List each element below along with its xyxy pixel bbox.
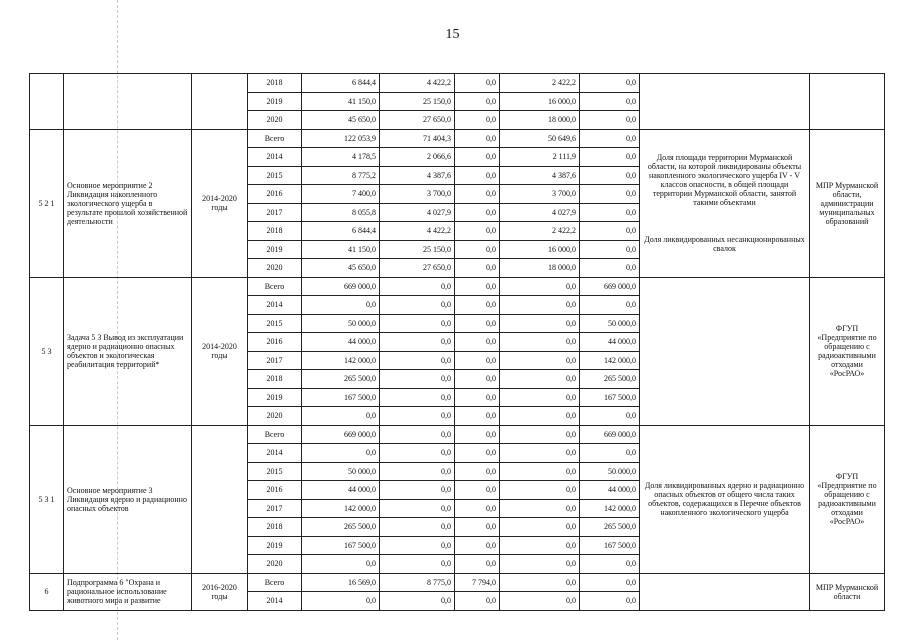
item-period [192, 425, 248, 573]
amount-cell: 0,0 [380, 444, 455, 463]
year-cell: Всего [248, 277, 302, 296]
amount-cell: 18 000,0 [500, 111, 580, 130]
amount-cell: 0,0 [500, 351, 580, 370]
amount-cell: 0,0 [455, 277, 500, 296]
amount-cell: 0,0 [380, 462, 455, 481]
indicator-text: Доля ликвидированных несанкционированных свалок [644, 235, 805, 253]
amount-cell: 167 500,0 [302, 536, 380, 555]
item-name: Задача 5 3 Вывод из эксплуатации ядерно и радиационно опасных объектов и экологическая реабилитация территорий* [64, 277, 192, 425]
amount-cell: 0,0 [500, 425, 580, 444]
amount-cell: 0,0 [302, 296, 380, 315]
amount-cell: 0,0 [580, 259, 640, 278]
amount-cell: 265 500,0 [302, 518, 380, 537]
amount-cell: 0,0 [302, 444, 380, 463]
year-cell: 2019 [248, 92, 302, 111]
amount-cell: 2 066,6 [380, 148, 455, 167]
amount-cell: 0,0 [580, 111, 640, 130]
amount-cell: 0,0 [455, 203, 500, 222]
executor-cell: ФГУП «Предприятие по обращению с радиоактивными отходами «РосРАО» [810, 277, 885, 425]
year-cell: 2014 [248, 592, 302, 611]
year-cell: 2014 [248, 296, 302, 315]
amount-cell: 27 650,0 [380, 111, 455, 130]
item-number: 5 3 1 [30, 425, 64, 573]
amount-cell: 18 000,0 [500, 259, 580, 278]
item-name: Основное мероприятие 3 Ликвидация ядерно и радиационно опасных объектов [64, 425, 192, 573]
amount-cell: 7 794,0 [455, 573, 500, 592]
amount-cell: 0,0 [380, 370, 455, 389]
year-cell: 2020 [248, 111, 302, 130]
amount-cell: 0,0 [500, 462, 580, 481]
year-cell: 2018 [248, 74, 302, 93]
amount-cell: 41 150,0 [302, 92, 380, 111]
amount-cell: 16 000,0 [500, 240, 580, 259]
amount-cell: 0,0 [380, 481, 455, 500]
amount-cell: 0,0 [455, 499, 500, 518]
item-period: 2016-2020 годы [192, 573, 248, 610]
amount-cell: 25 150,0 [380, 92, 455, 111]
amount-cell: 265 500,0 [580, 370, 640, 389]
table-row [30, 277, 885, 296]
amount-cell: 0,0 [500, 407, 580, 426]
year-cell: Всего [248, 129, 302, 148]
amount-cell: 27 650,0 [380, 259, 455, 278]
amount-cell: 0,0 [380, 536, 455, 555]
amount-cell: 4 027,9 [380, 203, 455, 222]
year-cell: 2016 [248, 333, 302, 352]
amount-cell: 0,0 [500, 481, 580, 500]
year-cell: Всего [248, 573, 302, 592]
amount-cell: 50 000,0 [580, 314, 640, 333]
year-cell: 2018 [248, 222, 302, 241]
amount-cell: 142 000,0 [302, 499, 380, 518]
amount-cell: 0,0 [380, 333, 455, 352]
table-row [30, 573, 885, 592]
amount-cell: 4 027,9 [500, 203, 580, 222]
amount-cell: 50 000,0 [302, 314, 380, 333]
year-cell: 2014 [248, 148, 302, 167]
amount-cell: 71 404,3 [380, 129, 455, 148]
amount-cell: 0,0 [380, 351, 455, 370]
indicator-cell [640, 129, 810, 277]
item-number: 5 3 [30, 277, 64, 425]
amount-cell: 669 000,0 [302, 425, 380, 444]
amount-cell: 16 000,0 [500, 92, 580, 111]
amount-cell: 0,0 [302, 592, 380, 611]
amount-cell: 0,0 [380, 518, 455, 537]
amount-cell: 0,0 [380, 499, 455, 518]
amount-cell: 0,0 [500, 444, 580, 463]
amount-cell: 25 150,0 [380, 240, 455, 259]
year-cell: 2020 [248, 259, 302, 278]
amount-cell: 0,0 [580, 203, 640, 222]
amount-cell: 0,0 [380, 296, 455, 315]
amount-cell: 16 569,0 [302, 573, 380, 592]
year-cell: 2019 [248, 240, 302, 259]
amount-cell: 0,0 [500, 536, 580, 555]
amount-cell: 669 000,0 [580, 425, 640, 444]
amount-cell: 0,0 [500, 592, 580, 611]
amount-cell: 0,0 [455, 407, 500, 426]
executor-cell: ФГУП «Предприятие по обращению с радиоактивными отходами «РосРАО» [810, 425, 885, 573]
amount-cell: 0,0 [455, 425, 500, 444]
amount-cell: 122 053,9 [302, 129, 380, 148]
year-cell: 2017 [248, 499, 302, 518]
amount-cell: 0,0 [500, 277, 580, 296]
page-number: 15 [445, 27, 460, 42]
item-name: Подпрограмма 6 "Охрана и рациональное использование животного мира и развитие [64, 573, 192, 610]
amount-cell: 0,0 [455, 351, 500, 370]
item-number: 5 2 1 [30, 129, 64, 277]
amount-cell: 4 387,6 [380, 166, 455, 185]
amount-cell: 0,0 [302, 407, 380, 426]
amount-cell: 0,0 [500, 370, 580, 389]
amount-cell: 0,0 [580, 185, 640, 204]
amount-cell: 41 150,0 [302, 240, 380, 259]
amount-cell: 0,0 [380, 592, 455, 611]
amount-cell: 44 000,0 [580, 481, 640, 500]
item-period: 2014-2020 годы [192, 277, 248, 425]
amount-cell: 44 000,0 [302, 481, 380, 500]
year-cell: 2016 [248, 481, 302, 500]
amount-cell: 0,0 [500, 518, 580, 537]
indicator-cell [640, 277, 810, 425]
item-number: 6 [30, 573, 64, 610]
amount-cell: 167 500,0 [302, 388, 380, 407]
amount-cell: 0,0 [455, 74, 500, 93]
year-cell: 2019 [248, 388, 302, 407]
amount-cell: 0,0 [500, 314, 580, 333]
year-cell: 2015 [248, 314, 302, 333]
year-cell: 2018 [248, 370, 302, 389]
amount-cell: 0,0 [455, 536, 500, 555]
amount-cell: 0,0 [455, 462, 500, 481]
amount-cell: 0,0 [580, 148, 640, 167]
amount-cell: 0,0 [580, 222, 640, 241]
executor-cell: МПР Мурманской области, администрации муниципальных образований [810, 129, 885, 277]
amount-cell: 0,0 [380, 388, 455, 407]
amount-cell: 0,0 [455, 518, 500, 537]
amount-cell: 44 000,0 [580, 333, 640, 352]
amount-cell: 0,0 [380, 425, 455, 444]
amount-cell: 0,0 [455, 92, 500, 111]
year-cell: 2016 [248, 185, 302, 204]
year-cell: 2020 [248, 407, 302, 426]
amount-cell: 0,0 [500, 333, 580, 352]
amount-cell: 6 844,4 [302, 222, 380, 241]
table-row [30, 425, 885, 444]
year-cell: 2020 [248, 555, 302, 574]
amount-cell: 0,0 [380, 555, 455, 574]
amount-cell: 142 000,0 [302, 351, 380, 370]
amount-cell: 44 000,0 [302, 333, 380, 352]
table-row [30, 74, 885, 93]
year-cell: 2019 [248, 536, 302, 555]
amount-cell: 50 649,6 [500, 129, 580, 148]
year-cell: 2015 [248, 166, 302, 185]
amount-cell: 0,0 [580, 555, 640, 574]
amount-cell: 8 055,8 [302, 203, 380, 222]
table-body [30, 74, 885, 611]
amount-cell: 0,0 [500, 388, 580, 407]
amount-cell: 0,0 [455, 555, 500, 574]
amount-cell: 167 500,0 [580, 536, 640, 555]
amount-cell: 0,0 [500, 499, 580, 518]
amount-cell: 0,0 [455, 129, 500, 148]
amount-cell: 0,0 [580, 444, 640, 463]
amount-cell: 0,0 [455, 592, 500, 611]
amount-cell: 669 000,0 [302, 277, 380, 296]
amount-cell: 167 500,0 [580, 388, 640, 407]
amount-cell: 0,0 [500, 573, 580, 592]
amount-cell: 45 650,0 [302, 111, 380, 130]
indicator-cell [640, 74, 810, 130]
item-name: Основное мероприятие 2 Ликвидация накопленного экологического ущерба в результате прошлой хозяйственной деятельности [64, 129, 192, 277]
amount-cell: 50 000,0 [302, 462, 380, 481]
amount-cell: 0,0 [455, 222, 500, 241]
year-cell: 2017 [248, 351, 302, 370]
amount-cell: 0,0 [455, 185, 500, 204]
amount-cell: 4 422,2 [380, 222, 455, 241]
amount-cell: 0,0 [580, 573, 640, 592]
indicator-text: Доля ликвидированных ядерно и радиационно опасных объектов от общего числа таких объектов, содержащихся в Перечне объектов накопленного экологического ущерба [644, 481, 805, 517]
amount-cell: 0,0 [455, 259, 500, 278]
amount-cell: 669 000,0 [580, 277, 640, 296]
executor-cell [810, 74, 885, 130]
amount-cell: 0,0 [455, 333, 500, 352]
table-row [30, 129, 885, 148]
indicator-cell [640, 573, 810, 610]
year-cell: 2018 [248, 518, 302, 537]
amount-cell: 142 000,0 [580, 351, 640, 370]
amount-cell: 0,0 [380, 407, 455, 426]
amount-cell: 4 387,6 [500, 166, 580, 185]
item-period: 2014-2020 годы [192, 129, 248, 277]
amount-cell: 0,0 [500, 555, 580, 574]
amount-cell: 0,0 [455, 481, 500, 500]
amount-cell: 0,0 [455, 370, 500, 389]
amount-cell: 0,0 [380, 314, 455, 333]
amount-cell: 3 700,0 [380, 185, 455, 204]
amount-cell: 8 775,0 [380, 573, 455, 592]
amount-cell: 0,0 [580, 296, 640, 315]
amount-cell: 4 178,5 [302, 148, 380, 167]
amount-cell: 4 422,2 [380, 74, 455, 93]
year-cell: Всего [248, 425, 302, 444]
amount-cell: 0,0 [455, 388, 500, 407]
amount-cell: 8 775,2 [302, 166, 380, 185]
amount-cell: 0,0 [580, 74, 640, 93]
amount-cell: 142 000,0 [580, 499, 640, 518]
amount-cell: 265 500,0 [580, 518, 640, 537]
amount-cell: 0,0 [580, 166, 640, 185]
year-cell: 2014 [248, 444, 302, 463]
amount-cell: 7 400,0 [302, 185, 380, 204]
amount-cell: 0,0 [500, 296, 580, 315]
amount-cell: 265 500,0 [302, 370, 380, 389]
amount-cell: 50 000,0 [580, 462, 640, 481]
year-cell: 2017 [248, 203, 302, 222]
amount-cell: 45 650,0 [302, 259, 380, 278]
amount-cell: 0,0 [580, 129, 640, 148]
year-cell: 2015 [248, 462, 302, 481]
amount-cell: 2 422,2 [500, 222, 580, 241]
funding-table [29, 73, 885, 611]
item-period [192, 74, 248, 130]
amount-cell: 0,0 [455, 296, 500, 315]
amount-cell: 0,0 [455, 111, 500, 130]
item-name [64, 74, 192, 130]
amount-cell: 0,0 [380, 277, 455, 296]
amount-cell: 2 422,2 [500, 74, 580, 93]
amount-cell: 0,0 [580, 240, 640, 259]
amount-cell: 3 700,0 [500, 185, 580, 204]
amount-cell: 0,0 [455, 240, 500, 259]
indicator-cell [640, 425, 810, 573]
amount-cell: 0,0 [455, 166, 500, 185]
amount-cell: 2 111,9 [500, 148, 580, 167]
executor-cell: МПР Мурманской области [810, 573, 885, 610]
amount-cell: 0,0 [580, 92, 640, 111]
amount-cell: 0,0 [455, 444, 500, 463]
amount-cell: 6 844,4 [302, 74, 380, 93]
amount-cell: 0,0 [580, 592, 640, 611]
amount-cell: 0,0 [455, 314, 500, 333]
indicator-text: Доля площади территории Мурманской области, на которой ликвидированы объекты накопленного экологического ущерба IV - V классов опасности, в общей площади территории Мурманской области, занятой такими объектами [647, 153, 802, 207]
amount-cell: 0,0 [302, 555, 380, 574]
amount-cell: 0,0 [580, 407, 640, 426]
amount-cell: 0,0 [455, 148, 500, 167]
item-number [30, 74, 64, 130]
